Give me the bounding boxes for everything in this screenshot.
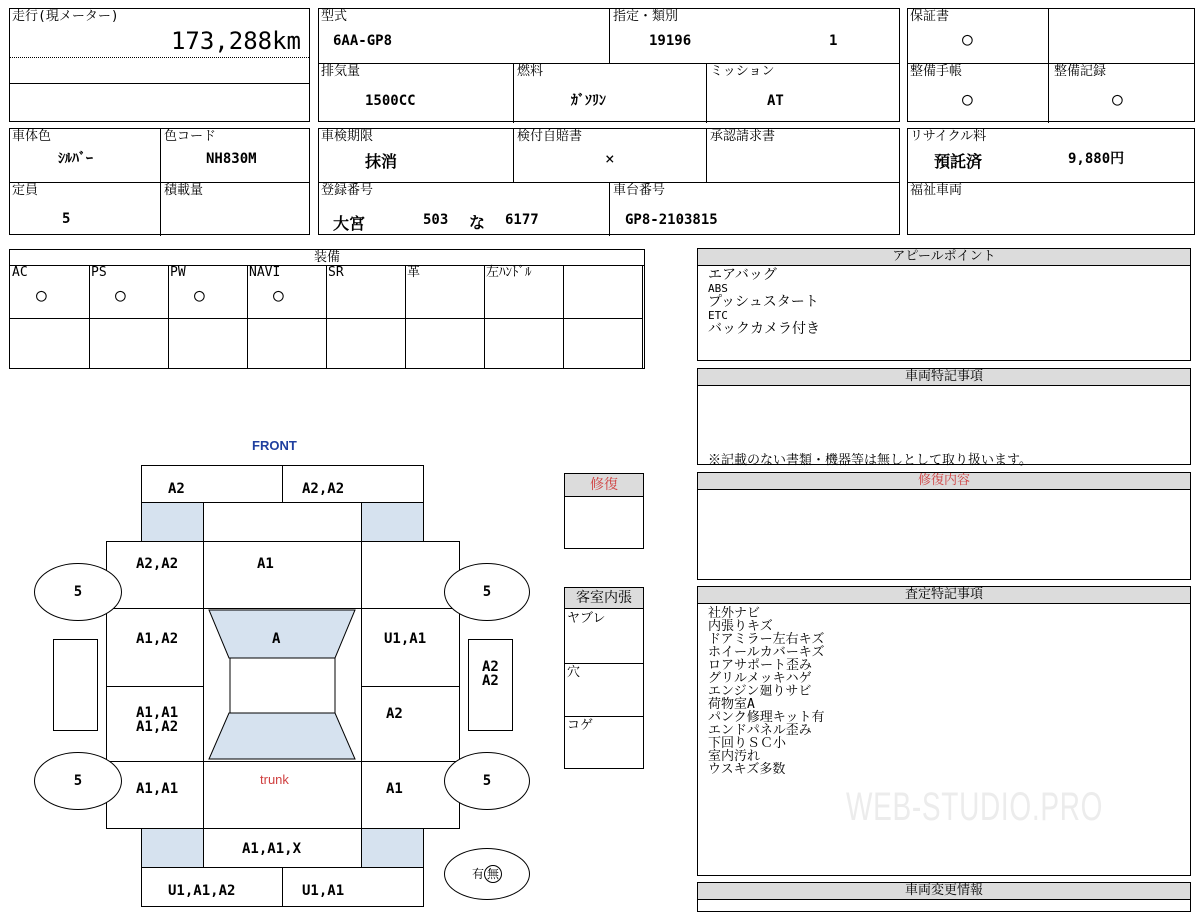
- interior-row-2: 穴: [567, 665, 581, 680]
- equipment-label: 左ﾊﾝﾄﾞﾙ: [486, 265, 532, 280]
- repair-content-box: [697, 472, 1191, 580]
- interior-row-1: ヤブレ: [567, 611, 606, 626]
- warranty-label: 保証書: [910, 9, 950, 24]
- vehicle-notes-title: 車両特記事項: [698, 369, 1190, 386]
- equipment-label: SR: [328, 265, 344, 280]
- appeal-item: プッシュスタート: [708, 294, 819, 310]
- divider: [565, 663, 643, 664]
- divider: [609, 9, 610, 63]
- hood: A1: [257, 556, 274, 572]
- tire-rr: 5: [444, 752, 530, 810]
- assessment-item: グリルメッキハゲ: [708, 671, 812, 686]
- divider: [361, 541, 362, 829]
- watermark: WEB-STUDIO.PRO: [846, 785, 1104, 829]
- divider: [106, 686, 204, 687]
- color-code-value: NH830M: [206, 151, 257, 167]
- divider: [106, 761, 460, 762]
- assessment-item: エンドパネル歪み: [708, 723, 812, 738]
- rr-quarter: A1: [386, 781, 403, 797]
- recycle-box: [907, 128, 1195, 235]
- hood-top: [203, 502, 362, 542]
- appeal-box: [697, 248, 1191, 361]
- assessment-list: [708, 607, 824, 776]
- equipment-label: NAVI: [249, 265, 281, 280]
- equipment-label: 革: [407, 265, 421, 280]
- changes-box: [697, 882, 1191, 912]
- front-bumper-left: A2: [168, 481, 185, 497]
- load-label: 積載量: [164, 183, 204, 198]
- fr-door: U1,A1: [384, 631, 427, 647]
- divider: [282, 465, 283, 503]
- maint-record-value: ○: [1112, 89, 1123, 110]
- divider: [361, 608, 460, 609]
- transmission-label: ミッション: [710, 64, 775, 79]
- appeal-item: ETC: [708, 309, 728, 322]
- divider: [706, 63, 707, 123]
- designation-label: 指定・類別: [613, 9, 679, 24]
- equipment-cell: [563, 265, 643, 318]
- assessment-item: 内張りキズ: [708, 619, 773, 634]
- inspection-value: 抹消: [365, 152, 398, 171]
- divider: [361, 686, 460, 687]
- divider: [1048, 9, 1049, 123]
- repair-title: 修復: [565, 474, 643, 497]
- mileage-value: 173,288km: [170, 27, 301, 55]
- fl-fender: A2,A2: [136, 556, 179, 572]
- displacement-label: 排気量: [321, 64, 361, 79]
- assessment-item: 下回りＳＣ小: [708, 736, 787, 751]
- divider: [706, 129, 707, 182]
- body-color-value: ｼﾙﾊﾞｰ: [58, 151, 93, 167]
- recycle-status: 預託済: [934, 152, 983, 171]
- appeal-item: エアバッグ: [708, 267, 777, 283]
- tire-rl: 5: [34, 752, 122, 810]
- spare-yes: 有: [471, 867, 484, 881]
- body-color-label: 車体色: [12, 129, 52, 144]
- divider: [609, 182, 610, 236]
- rl-quarter: A1,A1: [136, 781, 179, 797]
- repair-content-title: 修復内容: [698, 473, 1190, 490]
- equipment-value: ○: [273, 285, 284, 306]
- color-code-label: 色コード: [164, 129, 217, 144]
- trunk-label: trunk: [260, 772, 289, 787]
- divider: [106, 608, 204, 609]
- assessment-item: 室内汚れ: [708, 749, 761, 764]
- insurance-value: ×: [605, 149, 615, 168]
- rl-door: A1,A1 A1,A2: [136, 705, 179, 735]
- assessment-item: ドアミラー左右キズ: [708, 632, 825, 647]
- spare-none: 無: [484, 865, 502, 883]
- equipment-title: 装備: [10, 250, 644, 266]
- assessment-item: 社外ナビ: [708, 606, 761, 621]
- front-label: FRONT: [252, 438, 297, 453]
- front-bumper-right: A2,A2: [302, 481, 345, 497]
- repair-box: [564, 473, 644, 549]
- right-side-box: [468, 639, 513, 731]
- appeal-title: アピールポイント: [698, 249, 1190, 266]
- recycle-amount: 9,880円: [1068, 151, 1125, 167]
- spare-tire: [444, 848, 530, 900]
- assessment-item: ホイールカバーキズ: [708, 645, 825, 660]
- interior-box: [564, 587, 644, 769]
- tire-fr: 5: [444, 563, 530, 621]
- equipment-label: AC: [12, 265, 28, 280]
- vehicle-notes-footer: ※記載のない書類・機器等は無しとして取り扱います。: [708, 453, 1032, 468]
- assessment-item: ロアサポート歪み: [708, 658, 813, 673]
- registration-kana: な: [469, 213, 486, 232]
- equipment-label: PW: [170, 265, 186, 280]
- interior-row-3: コゲ: [567, 718, 594, 733]
- assessment-item: パンク修理キット有: [708, 710, 825, 725]
- vehicle-notes-box: [697, 368, 1191, 468]
- fuel-label: 燃料: [517, 64, 544, 79]
- rl-light: [141, 828, 204, 868]
- approval-label: 承認請求書: [710, 129, 776, 144]
- chassis-label: 車台番号: [613, 183, 666, 198]
- assessment-title: 査定特記事項: [698, 587, 1190, 604]
- assessment-item: 荷物室A: [708, 697, 755, 712]
- warranty-box: [907, 8, 1195, 122]
- left-side-box: [53, 639, 98, 731]
- model-label: 型式: [321, 9, 348, 24]
- appeal-item: ABS: [708, 282, 728, 295]
- capacity-label: 定員: [12, 183, 39, 198]
- cabin-drawing: [203, 608, 361, 761]
- rear-panel-value: A1,A1,X: [242, 841, 302, 857]
- fl-door: A1,A2: [136, 631, 179, 647]
- divider: [565, 716, 643, 717]
- mileage-label: 走行(現メーター): [12, 9, 119, 24]
- displacement-value: 1500CC: [365, 93, 416, 109]
- divider: [282, 867, 283, 907]
- rr-light: [361, 828, 424, 868]
- registration-number: 6177: [505, 212, 539, 228]
- recycle-label: リサイクル料: [910, 129, 987, 144]
- warranty-value: ○: [962, 29, 973, 50]
- fl-light: [141, 502, 204, 542]
- appeal-list: [708, 267, 820, 337]
- registration-label: 登録番号: [321, 183, 374, 198]
- capacity-value: 5: [62, 211, 71, 227]
- fr-light: [361, 502, 424, 542]
- model-value: 6AA-GP8: [333, 33, 393, 49]
- equipment-value: ○: [194, 285, 205, 306]
- maint-book-label: 整備手帳: [910, 64, 963, 79]
- inspection-label: 車検期限: [321, 129, 374, 144]
- assessment-item: エンジン廻りサビ: [708, 684, 812, 699]
- registration-region: 大宮: [333, 214, 366, 233]
- maint-book-value: ○: [962, 89, 973, 110]
- welfare-label: 福祉車両: [910, 183, 963, 198]
- assessment-box: [697, 586, 1191, 876]
- equipment-cell-lower: [563, 318, 643, 369]
- equipment-label: PS: [91, 265, 107, 280]
- interior-title: 客室内張: [565, 588, 643, 609]
- assessment-item: ウスキズ多数: [708, 762, 786, 777]
- appeal-item: バックカメラ付き: [708, 321, 820, 337]
- rear-bumper-left: U1,A1,A2: [168, 883, 236, 899]
- rr-door: A2: [386, 706, 403, 722]
- equipment-value: ○: [36, 285, 47, 306]
- car-diagram: [0, 0, 560, 900]
- transmission-value: AT: [767, 93, 784, 109]
- tire-fl: 5: [34, 563, 122, 621]
- designation-value2: 1: [829, 33, 838, 49]
- registration-class: 503: [423, 212, 449, 228]
- changes-title: 車両変更情報: [698, 883, 1190, 900]
- chassis-value: GP8-2103815: [625, 212, 718, 228]
- insurance-label: 検付自賠書: [517, 129, 583, 144]
- rear-bumper-right: U1,A1: [302, 883, 345, 899]
- fuel-value: ｶﾞｿﾘﾝ: [571, 93, 606, 109]
- maint-record-label: 整備記録: [1054, 64, 1107, 79]
- right-side-value: A2 A2: [482, 659, 499, 689]
- roof: A: [272, 631, 281, 647]
- designation-value1: 19196: [649, 33, 692, 49]
- equipment-value: ○: [115, 285, 126, 306]
